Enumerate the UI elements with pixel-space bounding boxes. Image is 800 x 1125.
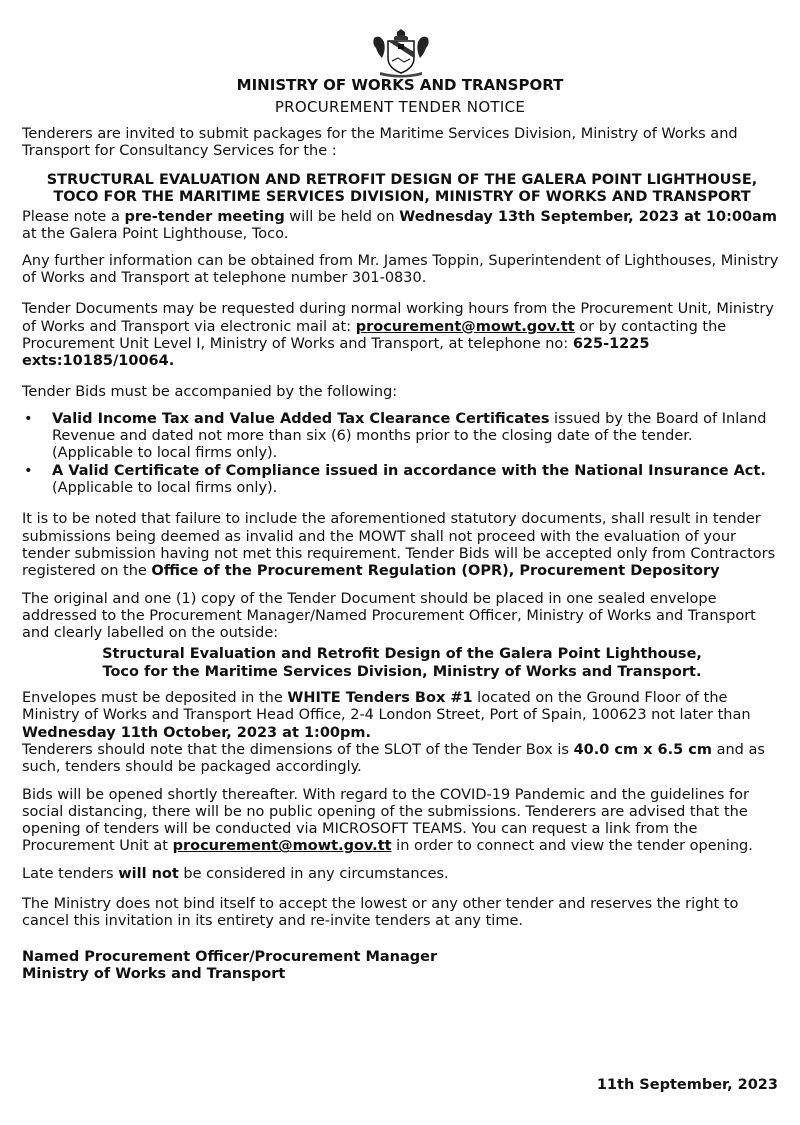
signature-block (22, 949, 782, 984)
list-item: • Valid Income Tax and Value Added Tax Clearance Certificates issued by the Board of Inland Revenue and dated not more than six (6) months prior to the closing date of the tender. (Applicable to local firms only). (24, 410, 767, 462)
failure-notice-paragraph: It is to be noted that failure to include the aforementioned statutory documents, shall result in tender submissions being deemed as invalid and the MOWT shall not proceed with the evaluation of your tender submission having not met this requirement. Tender Bids will be accepted only from Contractors registered on the Office of the Procurement Regulation (OPR), Procurement Depository (22, 511, 776, 580)
pretender-paragraph: Please note a pre-tender meeting will be held on Wednesday 13th September, 2023 at 10:00am at the Galera Point Lighthouse, Toco. (22, 209, 777, 243)
notice-date: 11th September, 2023 (596, 1077, 778, 1093)
intro-paragraph: Tenderers are invited to submit packages for the Maritime Services Division, Ministry of Works and Transport for Consultancy Services for the : (22, 126, 738, 160)
list-item: • A Valid Certificate of Compliance issued in accordance with the National Insurance Act. (Applicable to local firms only). (24, 462, 766, 497)
deposit-paragraph: Envelopes must be deposited in the WHITE Tenders Box #1 located on the Ground Floor of the Ministry of Works and Transport Head Office, 2-4 London Street, Port of Spain, 100623 not later than Wednesday 11th October, 2023 at 1:00pm. Tenderers should note that the dimensions of the SLOT of the Tender Box is 40.0 cm x 6.5 cm and as such, tenders should be packaged accordingly. (22, 690, 765, 776)
procurement-phone: 625-1225 exts:10185/10064. (22, 335, 650, 370)
envelope-instructions: The original and one (1) copy of the Tender Document should be placed in one sealed envelope addressed to the Procurement Manager/Named Procurement Officer, Ministry of Works and Transport and clearly labelled on the outside: (22, 590, 756, 642)
notice-body (22, 126, 782, 983)
coat-of-arms-icon (370, 28, 432, 78)
procurement-email-link[interactable]: procurement@mowt.gov.tt (172, 838, 392, 855)
envelope-label: Structural Evaluation and Retrofit Design of the Galera Point Lighthouse, Toco for the Maritime Services Division, Ministry of Works and Transport. (102, 646, 702, 680)
pretender-meeting-label: pre-tender meeting (124, 209, 285, 226)
notice-type-heading: PROCUREMENT TENDER NOTICE (274, 98, 526, 116)
procurement-email-link[interactable]: procurement@mowt.gov.tt (355, 318, 575, 335)
pretender-meeting-date: Wednesday 13th September, 2023 at 10:00am (399, 209, 777, 226)
opening-paragraph: Bids will be opened shortly thereafter. With regard to the COVID-19 Pandemic and the guidelines for social distancing, there will be no public opening of the submissions. Tenderers are advised that the opening of tenders will be conducted via MICROSOFT TEAMS. You can request a link from the Procurement Unit at procurement@mowt.gov.tt in order to connect and view the tender opening. (22, 786, 753, 855)
submission-deadline: Wednesday 11th October, 2023 at 1:00pm. (22, 724, 372, 741)
project-title-line1: STRUCTURAL EVALUATION AND RETROFIT DESIGN OF THE GALERA POINT LIGHTHOUSE, (46, 171, 758, 188)
signature-title: Named Procurement Officer/Procurement Manager (22, 948, 438, 965)
bullet-icon: • (24, 410, 33, 427)
documents-paragraph: Tender Documents may be requested during normal working hours from the Procurement Unit, Ministry of Works and Transport via electronic mail at: procurement@mowt.gov.tt or by contacting the Procurement Unit Level I, Ministry of Works and Transport, at telephone no: 625-1225 exts:10185/10064. (22, 301, 774, 370)
tender-box-name: WHITE Tenders Box #1 (287, 690, 473, 707)
signature-ministry: Ministry of Works and Transport (22, 965, 286, 982)
ministry-heading: MINISTRY OF WORKS AND TRANSPORT (236, 76, 564, 94)
bullet-icon: • (24, 462, 33, 479)
requirements-list (22, 411, 782, 497)
bids-intro: Tender Bids must be accompanied by the following: (22, 383, 398, 400)
slot-dimensions: 40.0 cm x 6.5 cm (573, 741, 712, 758)
project-title (22, 172, 782, 207)
late-tenders-paragraph: Late tenders will not be considered in any circumstances. (22, 865, 449, 882)
opr-depository: Office of the Procurement Regulation (OPR), Procurement Depository (151, 563, 720, 580)
further-info-paragraph: Any further information can be obtained from Mr. James Toppin, Superintendent of Lighthouses, Ministry of Works and Transport at telephone number 301-0830. (22, 252, 779, 287)
disclaimer-paragraph: The Ministry does not bind itself to accept the lowest or any other tender and reserves the right to cancel this invitation in its entirety and re-invite tenders at any time. (22, 895, 739, 930)
project-title-line2: TOCO FOR THE MARITIME SERVICES DIVISION, MINISTRY OF WORKS AND TRANSPORT (53, 188, 751, 205)
